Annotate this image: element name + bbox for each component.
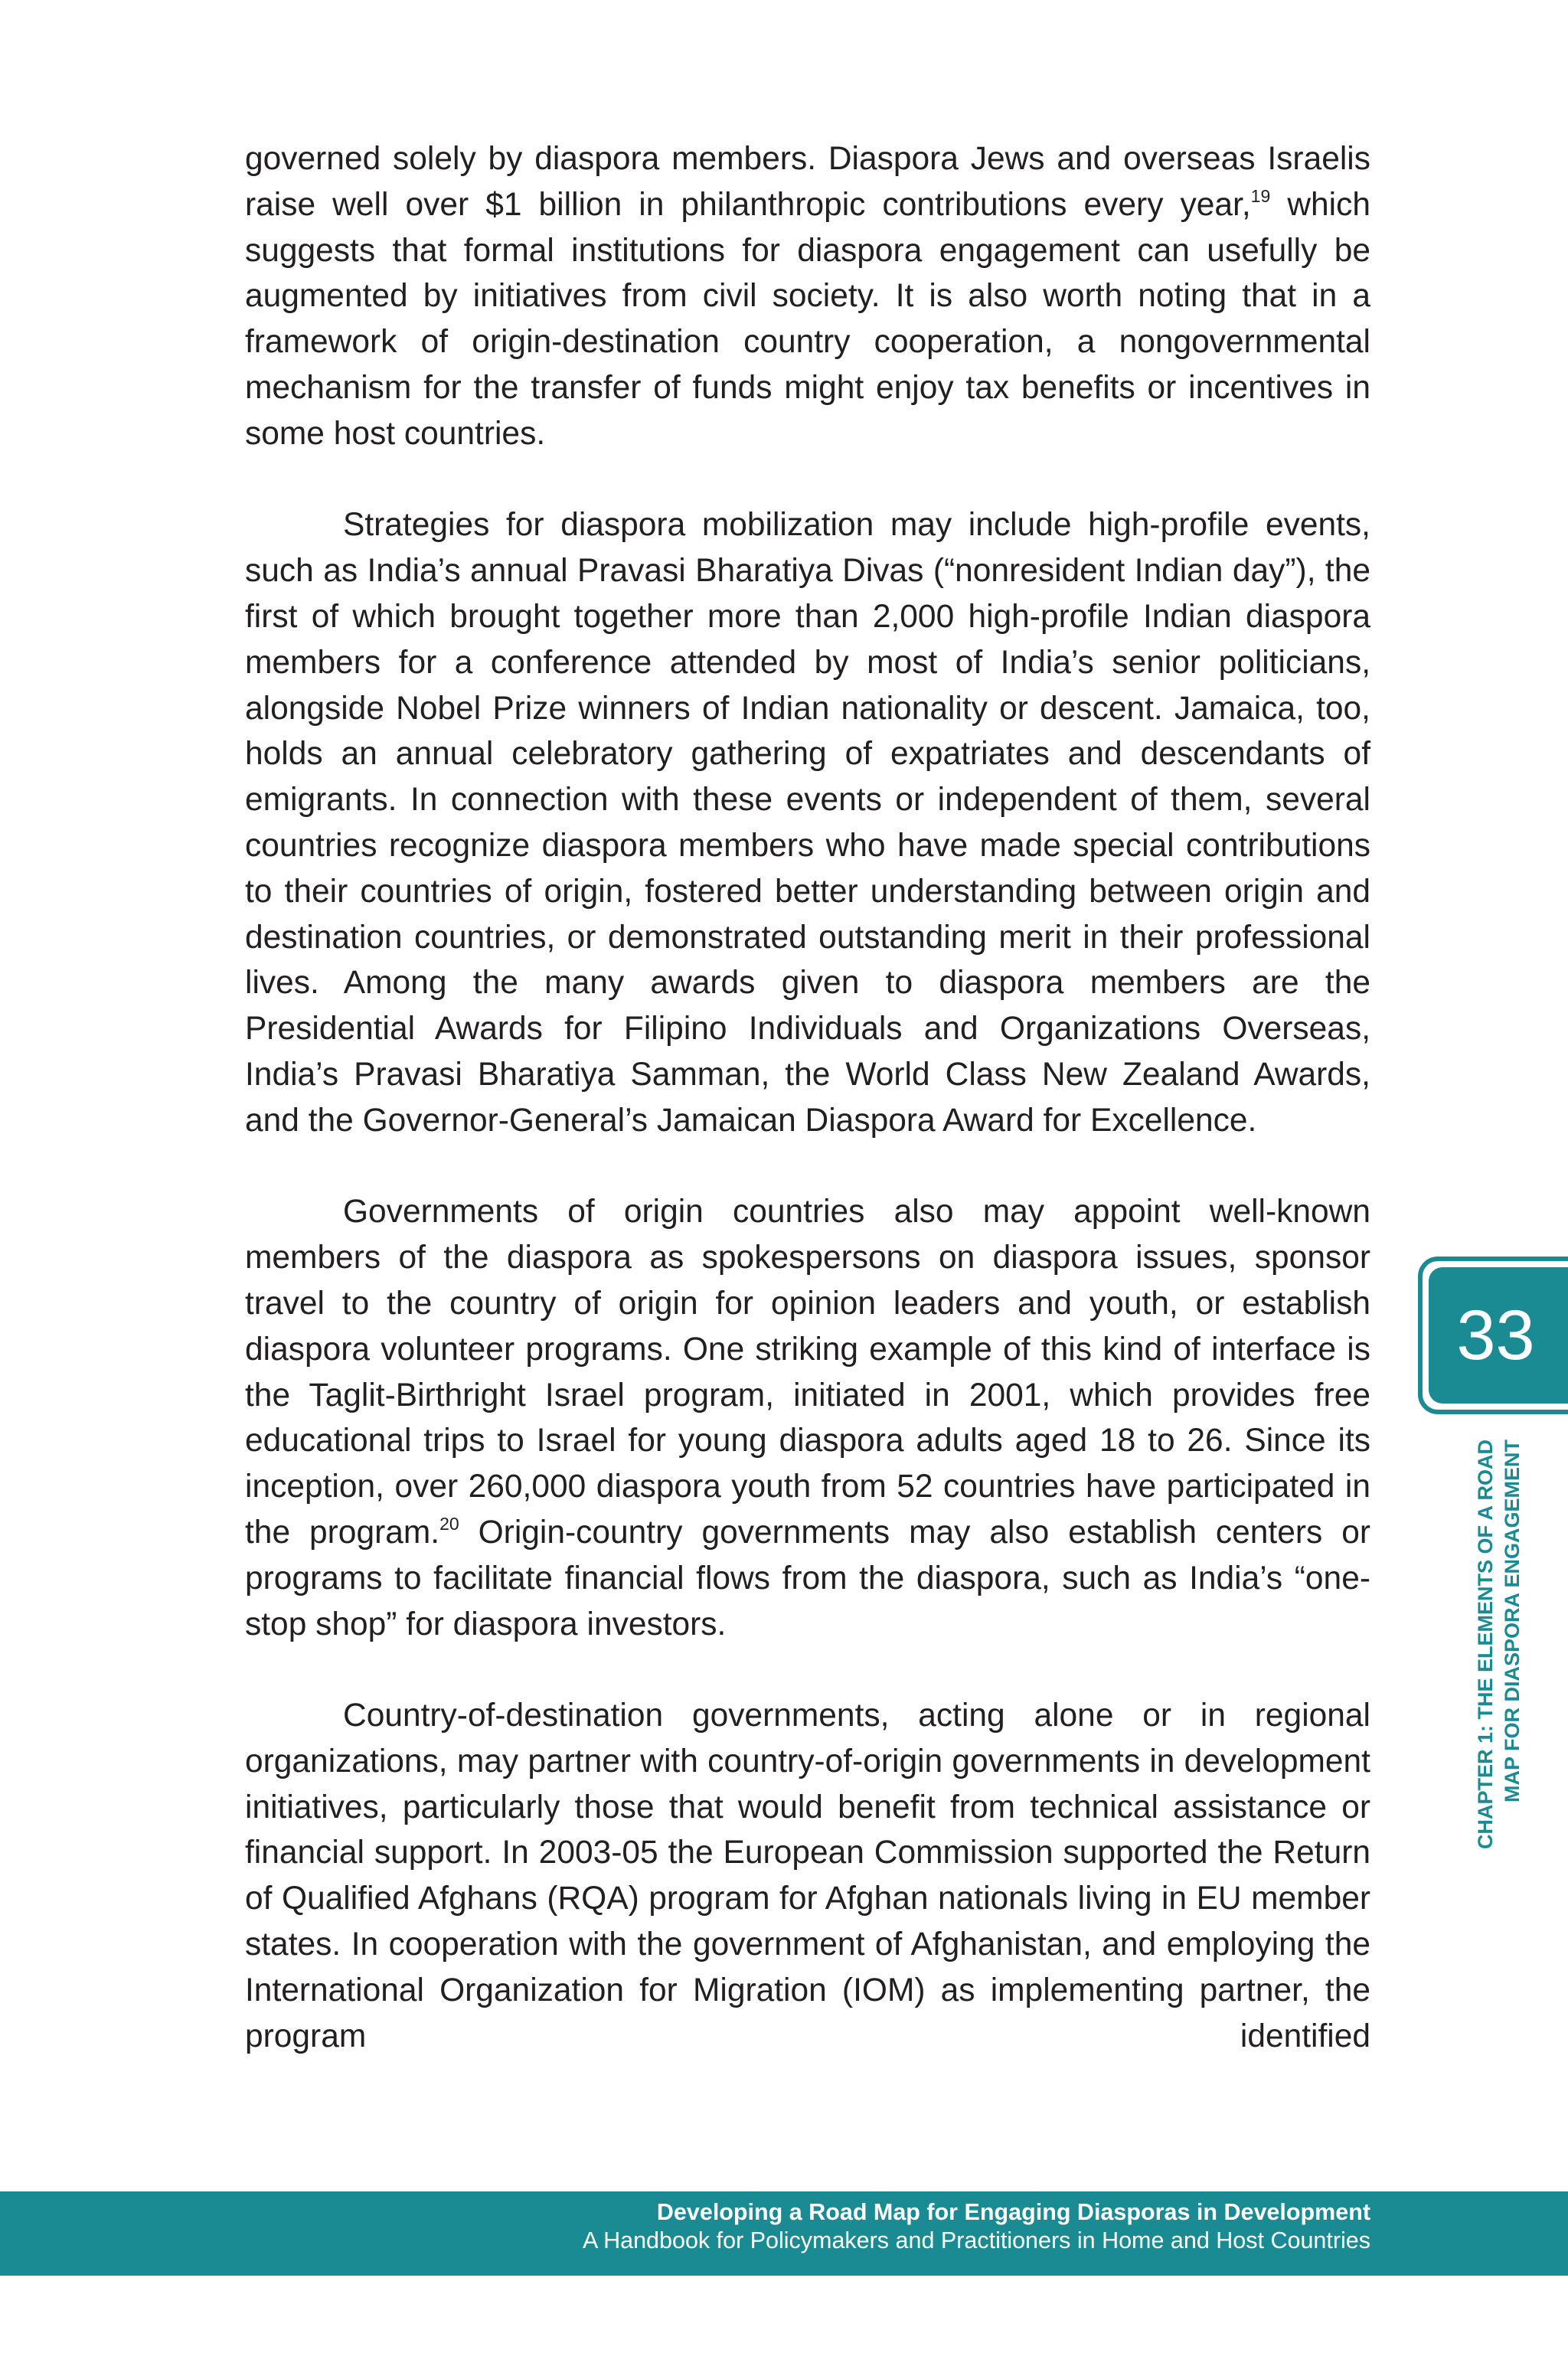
paragraph-1-text-a: governed solely by diaspora members. Diaspora Jews and overseas Israelis raise well over $1 billion in philanthropic contributions every year, [245, 141, 1370, 223]
chapter-side-label-line-2: MAP FOR DIASPORA ENGAGEMENT [1501, 1440, 1524, 1803]
paragraph-1-text-b: which suggests that formal institutions for diaspora engagement can usefully be augmented by initiatives from civil society. It is also worth noting that in a framework of origin-destination country cooperation, a nongovernmental mechanism for the transfer of funds might enjoy tax benefits or incentives in some host countries. [245, 186, 1370, 452]
paragraph-2: Strategies for diaspora mobilization may include high-profile events, such as India’s annual Pravasi Bharatiya Divas (“nonresident Indian day”), the first of which brought together more than 2,000 high-profile Indian diaspora members for a conference attended by most of India’s senior politicians, alongside Nobel Prize winners of Indian nationality or descent. Jamaica, too, holds an annual celebratory gathering of expatriates and descendants of emigrants. In connection with these events or independent of them, several countries recognize diaspora members who have made special contributions to their countries of origin, fostered better understanding between origin and destination countries, or demonstrated outstanding merit in their professional lives. Among the many awards given to diaspora members are the Presidential Awards for Filipino Individuals and Organizations Overseas, India’s Pravasi Bharatiya Samman, the World Class New Zealand Awards, and the Governor-General’s Jamaican Diaspora Award for Excellence. [245, 507, 1370, 1139]
paragraph-3-text-a: Governments of origin countries also may appoint well-known members of the diaspora as spokespersons on diaspora issues, sponsor travel to the country of origin for opinion leaders and youth, or establish diaspora volunteer programs. One striking example of this kind of interface is the Taglit-Birthright Israel program, initiated in 2001, which provides free educational trips to Israel for young diaspora adults aged 18 to 26. Since its inception, over 260,000 diaspora youth from 52 countries have participated in the program. [245, 1194, 1370, 1551]
chapter-side-label-text [1472, 1440, 1526, 1891]
paragraph-1 [245, 136, 1370, 457]
page-number: 33 [1456, 1296, 1535, 1374]
footnote-ref-20[interactable]: 20 [439, 1513, 459, 1534]
body-text [245, 136, 1370, 2105]
paragraph-3-text-b: Origin-country governments may also establish centers or programs to facilitate financial flows from the diaspora, such as India’s “one-stop shop” for diaspora investors. [245, 1514, 1370, 1642]
chapter-side-label [1453, 1440, 1545, 1891]
paragraph-4: Country-of-destination governments, acting alone or in regional organizations, may partner with country-of-origin governments in development initiatives, particularly those that would benefit from technical assistance or financial support. In 2003-05 the European Commission supported the Return of Qualified Afghans (RQA) program for Afghan nationals living in EU member states. In cooperation with the government of Afghanistan, and employing the International Organization for Migration (IOM) as implementing partner, the program identified [245, 1698, 1370, 2054]
chapter-side-label-line-1: CHAPTER 1: THE ELEMENTS OF A ROAD [1474, 1440, 1497, 1850]
page-number-tab [1429, 1267, 1568, 1404]
paragraph-3 [245, 1189, 1370, 1647]
footer-subtitle: A Handbook for Policymakers and Practitioners in Home and Host Countries [582, 2227, 1370, 2253]
footer-title: Developing a Road Map for Engaging Diasporas in Development [656, 2199, 1370, 2225]
footnote-ref-19[interactable]: 19 [1250, 185, 1271, 206]
